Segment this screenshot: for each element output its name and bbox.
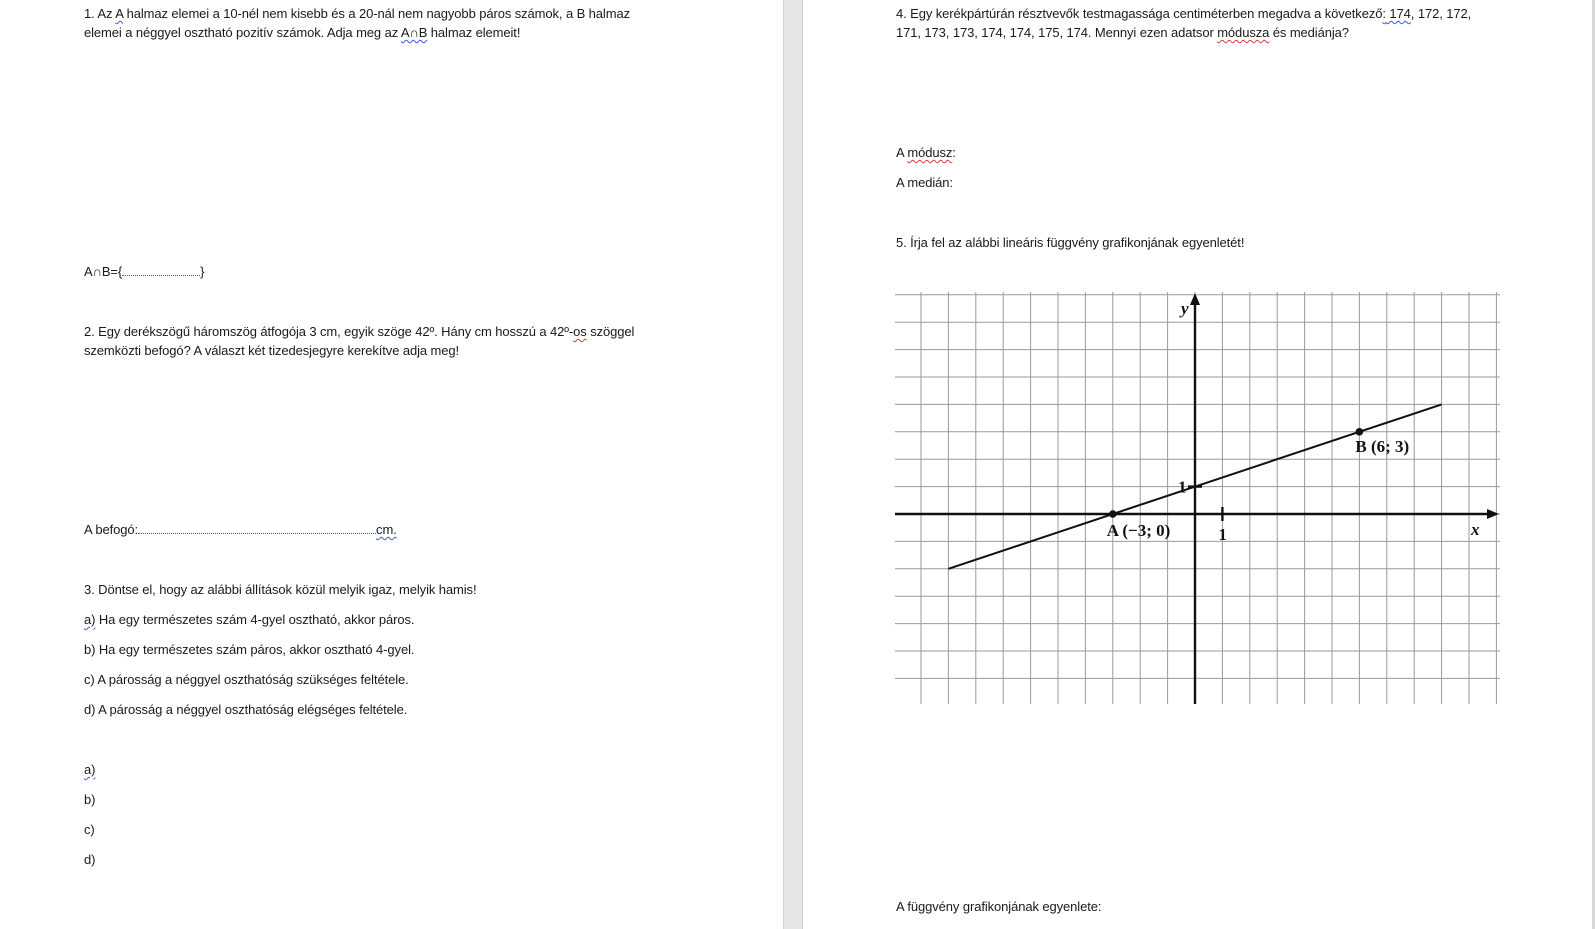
answer-d[interactable]: d) bbox=[84, 852, 96, 867]
question-5-prompt: 5. Írja fel az alábbi lineáris függvény grafikonjának egyenletét! bbox=[896, 235, 1245, 250]
question-1-line-1: 1. Az A halmaz elemei a 10-nél nem kisebb és a 20-nál nem nagyobb páros számok, a B halmaz bbox=[84, 6, 630, 21]
question-1-answer-field[interactable]: A∩B={ } bbox=[84, 264, 205, 279]
answer-b[interactable]: b) bbox=[84, 792, 96, 807]
point-a-label: A (−3; 0) bbox=[1106, 521, 1171, 540]
answer-a[interactable]: a) bbox=[84, 762, 96, 777]
statement-c: c) A párosság a néggyel oszthatóság szükséges feltétele. bbox=[84, 672, 409, 687]
point-b-label: B (6; 3) bbox=[1355, 436, 1410, 456]
answer-c[interactable]: c) bbox=[84, 822, 95, 837]
question-4-line-2: 171, 173, 173, 174, 174, 175, 174. Mennyi ezen adatsor módusza és mediánja? bbox=[896, 25, 1349, 40]
answer-blank-1[interactable] bbox=[122, 262, 200, 276]
question-2-line-2: szemközti befogó? A választ két tizedesjegyre kerekítve adja meg! bbox=[84, 343, 460, 358]
graph-axes bbox=[895, 293, 1499, 704]
x-tick-label: 1 bbox=[1218, 525, 1227, 544]
question-2-line-1: 2. Egy derékszögű háromszög átfogója 3 cm, egyik szöge 42º. Hány cm hosszú a 42º-os szöggel bbox=[84, 324, 635, 339]
question-1-line-2: elemei a néggyel osztható pozitív számok. Adja meg az A∩B halmaz elemeit! bbox=[84, 25, 521, 40]
graph-label-layer bbox=[1107, 299, 1480, 544]
x-axis-label: x bbox=[1471, 520, 1480, 539]
statement-b: b) Ha egy természetes szám páros, akkor osztható 4-gyel. bbox=[84, 642, 415, 657]
question-3-prompt: 3. Döntse el, hogy az alábbi állítások közül melyik igaz, melyik hamis! bbox=[84, 582, 477, 597]
page-gap bbox=[783, 0, 803, 929]
statement-d: d) A párosság a néggyel oszthatóság elégséges feltétele. bbox=[84, 702, 408, 717]
mode-answer-field[interactable]: A módusz: bbox=[896, 145, 956, 160]
graph-grid bbox=[895, 292, 1500, 704]
y-tick-label: 1 bbox=[1178, 477, 1187, 497]
document-page-left bbox=[0, 0, 783, 929]
median-answer-field[interactable]: A medián: bbox=[896, 175, 953, 190]
statement-a: a) Ha egy természetes szám 4-gyel osztható, akkor páros. bbox=[84, 612, 415, 627]
y-axis-label: y bbox=[1181, 299, 1189, 318]
point-b bbox=[1356, 428, 1364, 436]
point-a bbox=[1109, 510, 1117, 518]
x-axis-arrow bbox=[1487, 509, 1499, 519]
answer-blank-2[interactable] bbox=[138, 520, 376, 534]
question-4-line-1: 4. Egy kerékpártúrán résztvevők testmagassága centiméterben megadva a következő: 174, 172, 172, bbox=[896, 6, 1472, 21]
linear-function-graph bbox=[895, 292, 1500, 704]
question-2-answer-field[interactable]: A befogó: cm. bbox=[84, 522, 397, 537]
equation-answer-field[interactable]: A függvény grafikonjának egyenlete: bbox=[896, 899, 1102, 914]
